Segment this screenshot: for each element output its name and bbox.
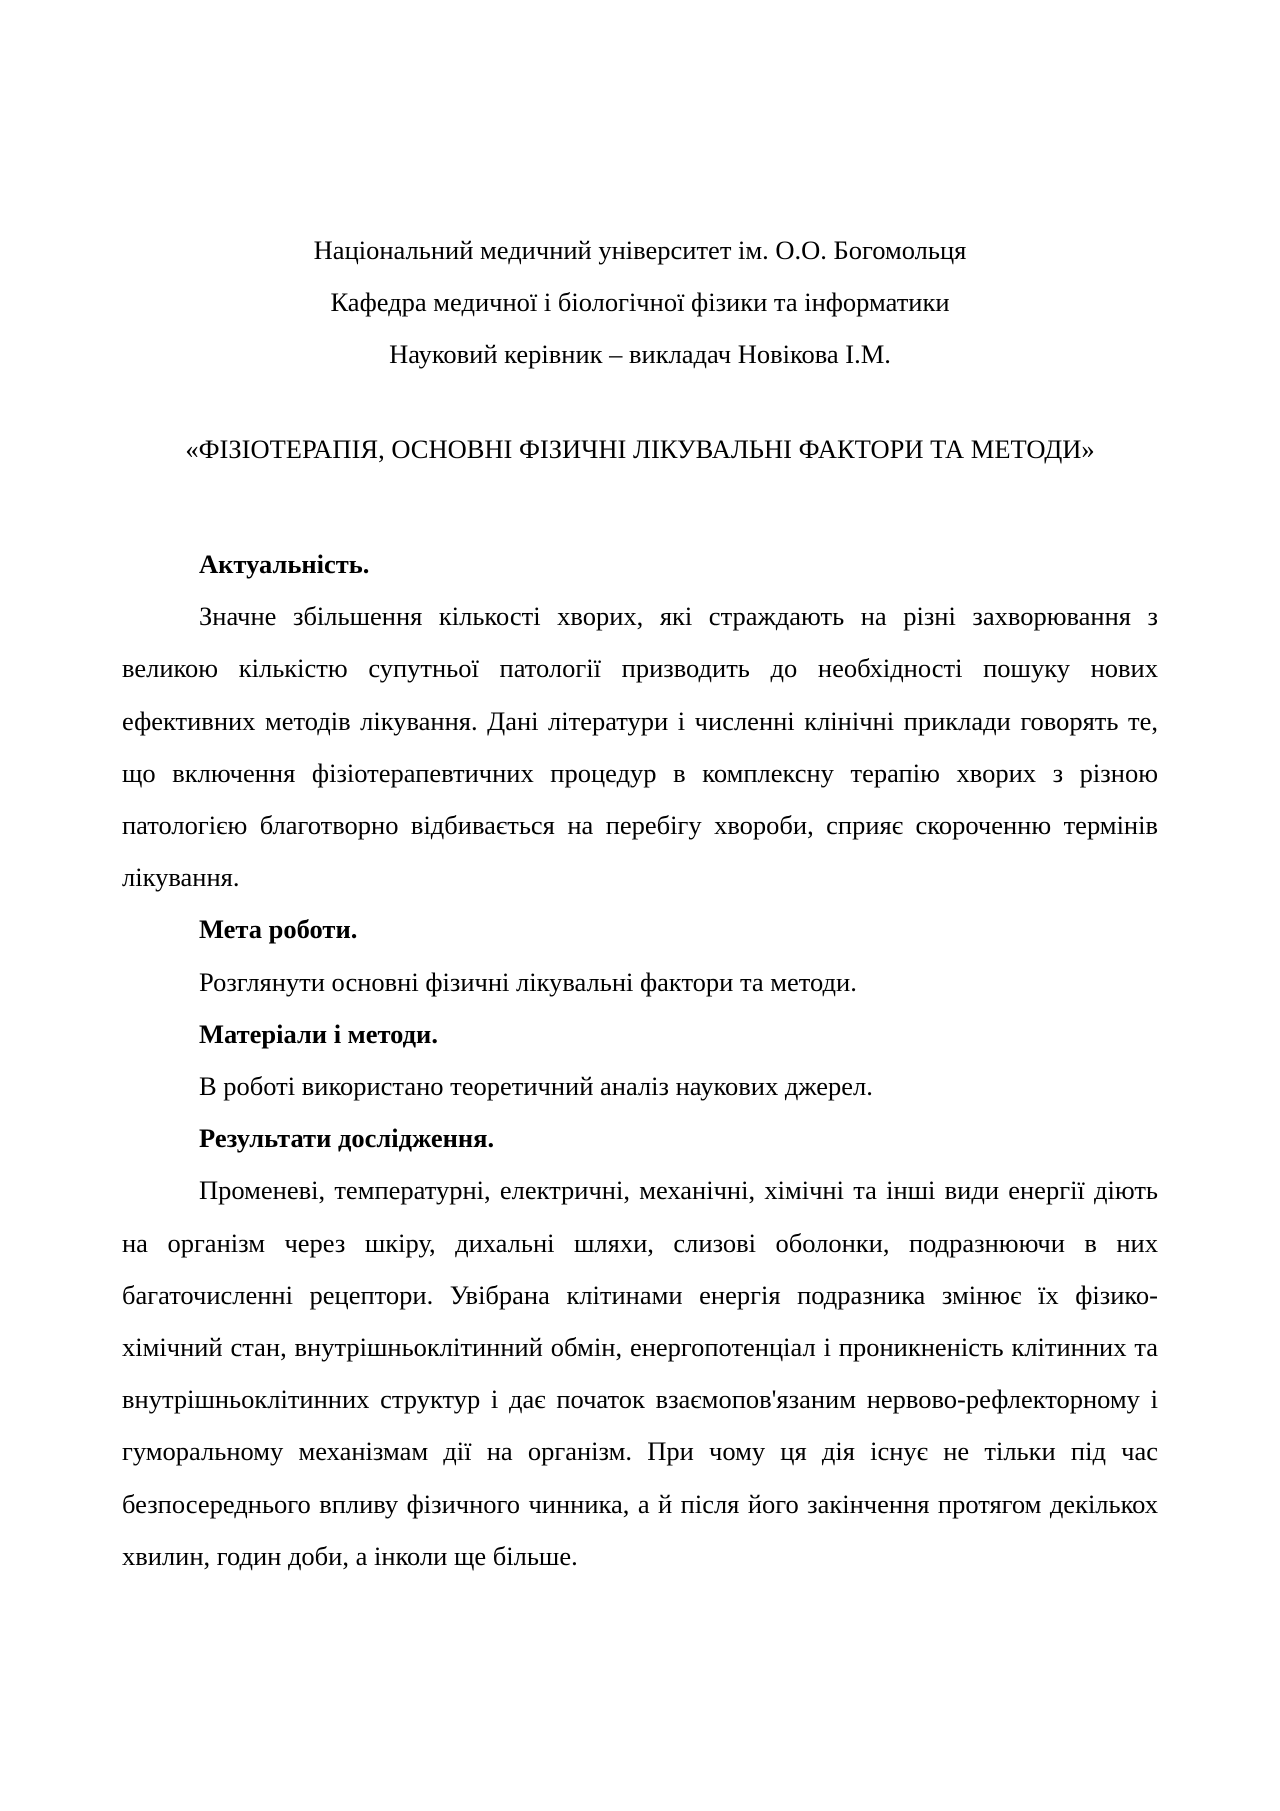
relevance-heading: Актуальність. [199,549,370,579]
goal-paragraph: Розглянути основні фізичні лікувальні фактори та методи. [199,966,857,997]
methods-paragraph: В роботі використано теоретичний аналіз наукових джерел. [199,1071,873,1102]
methods-heading: Матеріали і методи. [199,1018,438,1049]
relevance-paragraph: Значне збільшення кількості хворих, які страждають на різні захворювання з великою кількістю супутньої патології призводить до необхідності пошуку нових ефективних методів лікування. Дані літератури і численні клінічні приклади говорять те, що включення фізіотерапевтичних процедур в комплексну терапію хворих з різною патологією благотворно відбивається на перебігу хвороби, сприяє скороченню термінів лікування. [122,601,1158,893]
results-heading: Результати дослідження. [199,1123,495,1154]
document-body [122,538,1158,1582]
document-header [122,224,1158,380]
results-paragraph: Променеві, температурні, електричні, механічні, хімічні та інші види енергії діють на організм через шкіру, дихальні шляхи, слизові оболонки, подразнюючи в них багаточисленні рецептори. Увібрана клітинами енергія подразника змінює їх фізико-хімічний стан, внутрішньоклітинний обмін, енергопотенціал і проникненість клітинних та внутрішньоклітинних структур і дає початок взаємопов'язаним нервово-рефлекторному і гуморальному механізмам дії на організм. При чому ця дія існує не тільки під час безпосереднього впливу фізичного чинника, а й після його закінчення протягом декількох хвилин, годин доби, а інколи ще більше. [122,1175,1158,1571]
supervisor-line: Науковий керівник – викладач Новікова І.М. [389,339,891,369]
goal-heading: Мета роботи. [199,914,358,945]
department-name: Кафедра медичної і біологічної фізики та інформатики [330,287,950,317]
university-name: Національний медичний університет ім. О.О. Богомольця [313,235,967,265]
document-title: «ФІЗІОТЕРАПІЯ, ОСНОВНІ ФІЗИЧНІ ЛІКУВАЛЬНІ ФАКТОРИ ТА МЕТОДИ» [185,434,1095,464]
